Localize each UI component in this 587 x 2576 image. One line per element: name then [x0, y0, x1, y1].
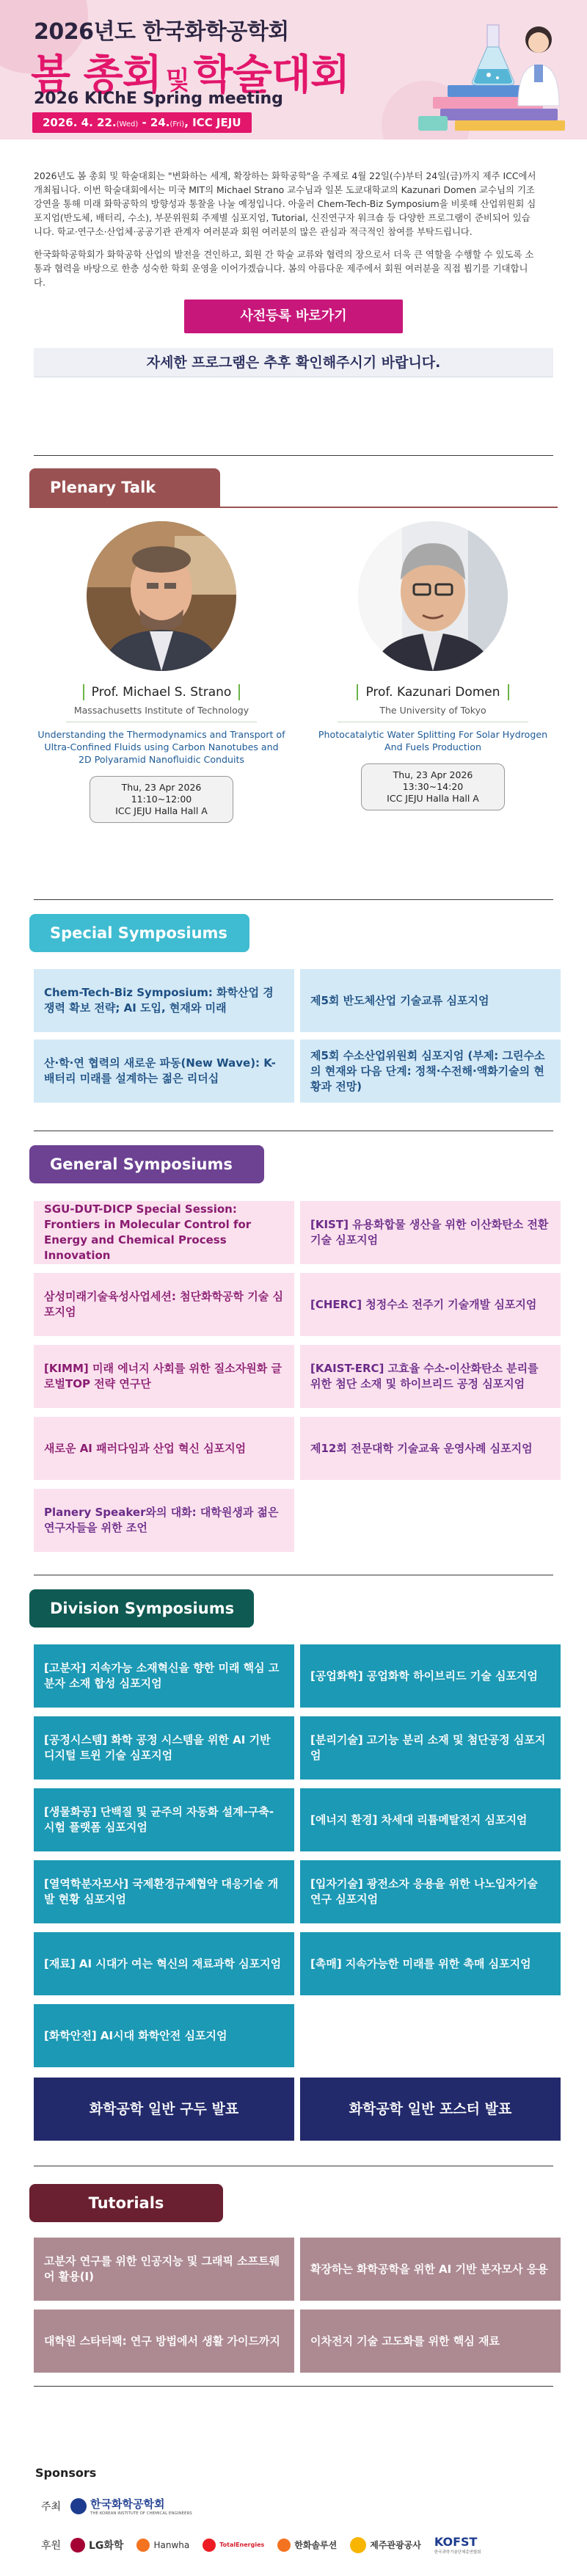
speaker-photo: [87, 521, 236, 671]
event-date-badge: 2026. 4. 22.(Wed) - 24.(Fri), ICC JEJU: [32, 112, 252, 133]
special-symposium-card[interactable]: 제5회 반도체산업 기술교류 심포지엄: [300, 969, 561, 1032]
tutorial-card[interactable]: 확장하는 화학공학을 위한 AI 기반 분자모사 응용: [300, 2238, 561, 2301]
section-divider: [34, 899, 553, 900]
division-symposiums-header: Division Symposiums: [29, 1589, 254, 1628]
general-symposium-card[interactable]: 제12회 전문대학 기술교육 운영사례 심포지엄: [300, 1417, 561, 1480]
researcher-illustration-icon: [508, 19, 569, 107]
header-banner: [0, 0, 587, 139]
speaker-card-domen: [308, 521, 558, 810]
section-divider: [34, 455, 553, 456]
sponsor-name: 한화솔루션: [294, 2540, 338, 2550]
kiche-logo: [70, 2496, 192, 2516]
hanwha-solutions-logo: [277, 2539, 337, 2552]
general-symposium-card[interactable]: Planery Speaker와의 대화: 대학원생과 젊은 연구자들을 위한 조언: [34, 1489, 294, 1552]
schedule-venue: ICC JEJU Halla Hall A: [387, 793, 479, 804]
speaker-name: Prof. Michael S. Strano: [37, 684, 286, 700]
general-symposium-card[interactable]: 새로운 AI 패러다임과 산업 혁신 심포지엄: [34, 1417, 294, 1480]
tutorials-header: Tutorials: [29, 2184, 223, 2222]
division-symposium-card[interactable]: [열역학분자모사] 국제환경규제협약 대응기술 개발 현황 심포지엄: [34, 1860, 294, 1923]
host-row: [41, 2496, 205, 2516]
schedule-date: Thu, 23 Apr 2026: [393, 769, 473, 780]
hanwha-logo: [136, 2539, 189, 2552]
kofst-subtitle: 한국과학기술단체총연합회: [434, 2550, 481, 2555]
intro-paragraph: 2026년도 봄 총회 및 학술대회는 "변화하는 세계, 확장하는 화학공학"을 주제로 4월 22일(수)부터 24일(금)까지 제주 ICC에서 개최됩니다. 이번 학술대회에서는 미국 MIT의 Michael Strano 교수님과 일본 도쿄대학교의 Kazunari Domen 교수님의 기조강연을 통해 미래 화학공학의 방향성과 통찰을 나눌 예정입니다. 아울러 Chem-Tech-Biz Symposium을 비롯해 산업위원회 심포지엄(반도체, 배터리, 수소), 부문위원회 주제별 심포지엄, Tutorial, 신진연구자 워크숍 등 다양한 프로그램이 준비되어 있습니다. 학교·연구소·산업체·공공기관 관계자 여러분과 회원 여러분의 많은 관심과 적극적인 참여를 부탁드립니다.: [34, 170, 536, 237]
special-symposium-card[interactable]: 산·학·연 협력의 새로운 파동(New Wave): K-배터리 미래를 설계하는 젊은 리더십: [34, 1040, 294, 1103]
plenary-section-header: Plenary Talk: [29, 468, 220, 507]
sponsor-name: KOFST: [434, 2535, 478, 2549]
plenary-underline: [29, 507, 558, 508]
general-symposium-card[interactable]: 삼성미래기술육성사업세션: 첨단화학공학 기술 심포지엄: [34, 1273, 294, 1336]
schedule-date: Thu, 23 Apr 2026: [121, 782, 202, 793]
lg-emblem-icon: [70, 2538, 85, 2553]
division-symposium-card[interactable]: [입자기술] 광전소자 응용을 위한 나노입자기술 연구 심포지엄: [300, 1860, 561, 1923]
division-symposium-card[interactable]: [화학안전] AI시대 화학안전 심포지엄: [34, 2004, 294, 2067]
kiche-emblem-icon: [70, 2498, 87, 2514]
totalenergies-logo: [203, 2539, 264, 2552]
special-symposium-card[interactable]: 제5회 수소산업위원회 심포지엄 (부제: 그린수소의 현재와 다음 단계: 정책·수전해·액화기술의 현황과 전망): [300, 1040, 561, 1103]
host-name: 한국화학공학회: [90, 2497, 165, 2511]
speaker-schedule-box: [361, 763, 505, 810]
division-symposium-card[interactable]: [분리기술] 고기능 분리 소재 및 첨단공정 심포지엄: [300, 1716, 561, 1779]
kofst-logo: [434, 2535, 481, 2555]
division-symposium-card[interactable]: [고분자] 지속가능 소재혁신을 향한 미래 핵심 고분자 소재 합성 심포지엄: [34, 1644, 294, 1708]
sponsor-row: [41, 2535, 481, 2555]
special-symposium-card[interactable]: Chem-Tech-Biz Symposium: 화학산업 경쟁력 확보 전략; AI 도입, 현재와 미래: [34, 969, 294, 1032]
speaker-schedule-box: [90, 776, 233, 823]
speaker-photo: [358, 521, 508, 671]
sponsor-name: LG화학: [89, 2539, 124, 2552]
tutorial-card[interactable]: 대학원 스타터팩: 연구 방법에서 생활 가이드까지: [34, 2310, 294, 2373]
general-symposium-card[interactable]: [KIST] 유용화합물 생산을 위한 이산화탄소 전환 기술 심포지엄: [300, 1201, 561, 1264]
pre-registration-button[interactable]: 사전등록 바로가기: [184, 300, 403, 333]
sponsor-name: 제주관광공사: [370, 2540, 421, 2550]
general-symposiums-header: General Symposiums: [29, 1145, 264, 1183]
hanwha-emblem-icon: [136, 2539, 150, 2552]
intro-text: [0, 139, 587, 289]
sponsor-name: TotalEnergies: [219, 2541, 265, 2548]
division-symposium-card[interactable]: [공업화학] 공업화학 하이브리드 기술 심포지엄: [300, 1644, 561, 1708]
jeju-tourism-logo: [350, 2537, 421, 2553]
tutorial-card[interactable]: 고분자 연구를 위한 인공지능 및 그래픽 소프트웨어 활용(I): [34, 2238, 294, 2301]
division-symposium-card[interactable]: [촉매] 지속가능한 미래를 위한 촉매 심포지엄: [300, 1932, 561, 1995]
lg-chem-logo: [70, 2538, 123, 2553]
schedule-time: 11:10~12:00: [131, 794, 192, 805]
intro-paragraph: 한국화학공학회가 화학공학 산업의 발전을 견인하고, 회원 간 학술 교류와 협력의 장으로서 더욱 큰 역할을 수행할 수 있도록 소통과 협력을 바탕으로 한층 성숙한 학회 운영을 이어가겠습니다. 봄의 아름다운 제주에서 회원 여러분을 직접 뵙기를 기대합니다.: [34, 249, 534, 288]
event-year-title: 2026년도 한국화학공학회: [34, 19, 289, 45]
program-notice: 자세한 프로그램은 추후 확인해주시기 바랍니다.: [34, 348, 553, 377]
general-symposium-card[interactable]: [KAIST-ERC] 고효율 수소-이산화탄소 분리를 위한 첨단 소재 및 하이브리드 공정 심포지엄: [300, 1345, 561, 1408]
host-label: 주최: [41, 2500, 62, 2513]
section-divider: [34, 2386, 553, 2387]
totalenergies-emblem-icon: [203, 2539, 216, 2552]
general-symposium-card[interactable]: [CHERC] 청정수소 전주기 기술개발 심포지엄: [300, 1273, 561, 1336]
event-main-title: 봄 총회 및 학술대회: [31, 51, 350, 99]
division-symposium-card[interactable]: [재료] AI 시대가 여는 혁신의 재료과학 심포지엄: [34, 1932, 294, 1995]
sponsors-title: Sponsors: [35, 2466, 97, 2480]
division-symposium-card[interactable]: [생물화공] 단백질 및 균주의 자동화 설계-구축-시험 플랫폼 심포지엄: [34, 1788, 294, 1851]
speaker-talk-title: Photocatalytic Water Splitting For Solar Hydrogen And Fuels Production: [318, 729, 548, 752]
speaker-card-strano: [37, 521, 286, 823]
speaker-affiliation: Massachusetts Institute of Technology: [73, 705, 249, 716]
special-symposiums-header: Special Symposiums: [29, 914, 249, 952]
general-poster-presentation-card[interactable]: 화학공학 일반 포스터 발표: [300, 2078, 561, 2141]
schedule-time: 13:30~14:20: [402, 781, 464, 792]
division-symposium-card[interactable]: [공정시스템] 화학 공정 시스템을 위한 AI 기반 디지털 트윈 기술 심포지엄: [34, 1716, 294, 1779]
general-oral-presentation-card[interactable]: 화학공학 일반 구두 발표: [34, 2078, 294, 2141]
division-symposium-card[interactable]: [에너지 환경] 차세대 리튬메탈전지 심포지엄: [300, 1788, 561, 1851]
sponsor-label: 후원: [41, 2539, 62, 2552]
general-symposium-card[interactable]: SGU-DUT-DICP Special Session: Frontiers in Molecular Control for Energy and Chemical Process Innovation: [34, 1201, 294, 1264]
tutorial-card[interactable]: 이차전지 기술 고도화를 위한 핵심 재료: [300, 2310, 561, 2373]
speaker-affiliation: The University of Tokyo: [379, 705, 486, 716]
jeju-emblem-icon: [350, 2537, 366, 2553]
speaker-talk-title: Understanding the Thermodynamics and Transport of Ultra-Confined Fluids using Carbon Nanotubes and 2D Polyaramid Nanofluidic Conduits: [37, 729, 285, 765]
schedule-venue: ICC JEJU Halla Hall A: [115, 805, 208, 816]
sponsor-name: Hanwha: [153, 2539, 190, 2550]
general-symposium-card[interactable]: [KIMM] 미래 에너지 사회를 위한 질소자원화 글로벌TOP 전략 연구단: [34, 1345, 294, 1408]
hanwha-solutions-emblem-icon: [277, 2539, 291, 2552]
event-english-title: 2026 KIChE Spring meeting: [34, 90, 283, 108]
host-name-en: THE KOREAN INSTITUTE OF CHEMICAL ENGINEERS: [90, 2511, 192, 2516]
speaker-name: Prof. Kazunari Domen: [308, 684, 558, 700]
